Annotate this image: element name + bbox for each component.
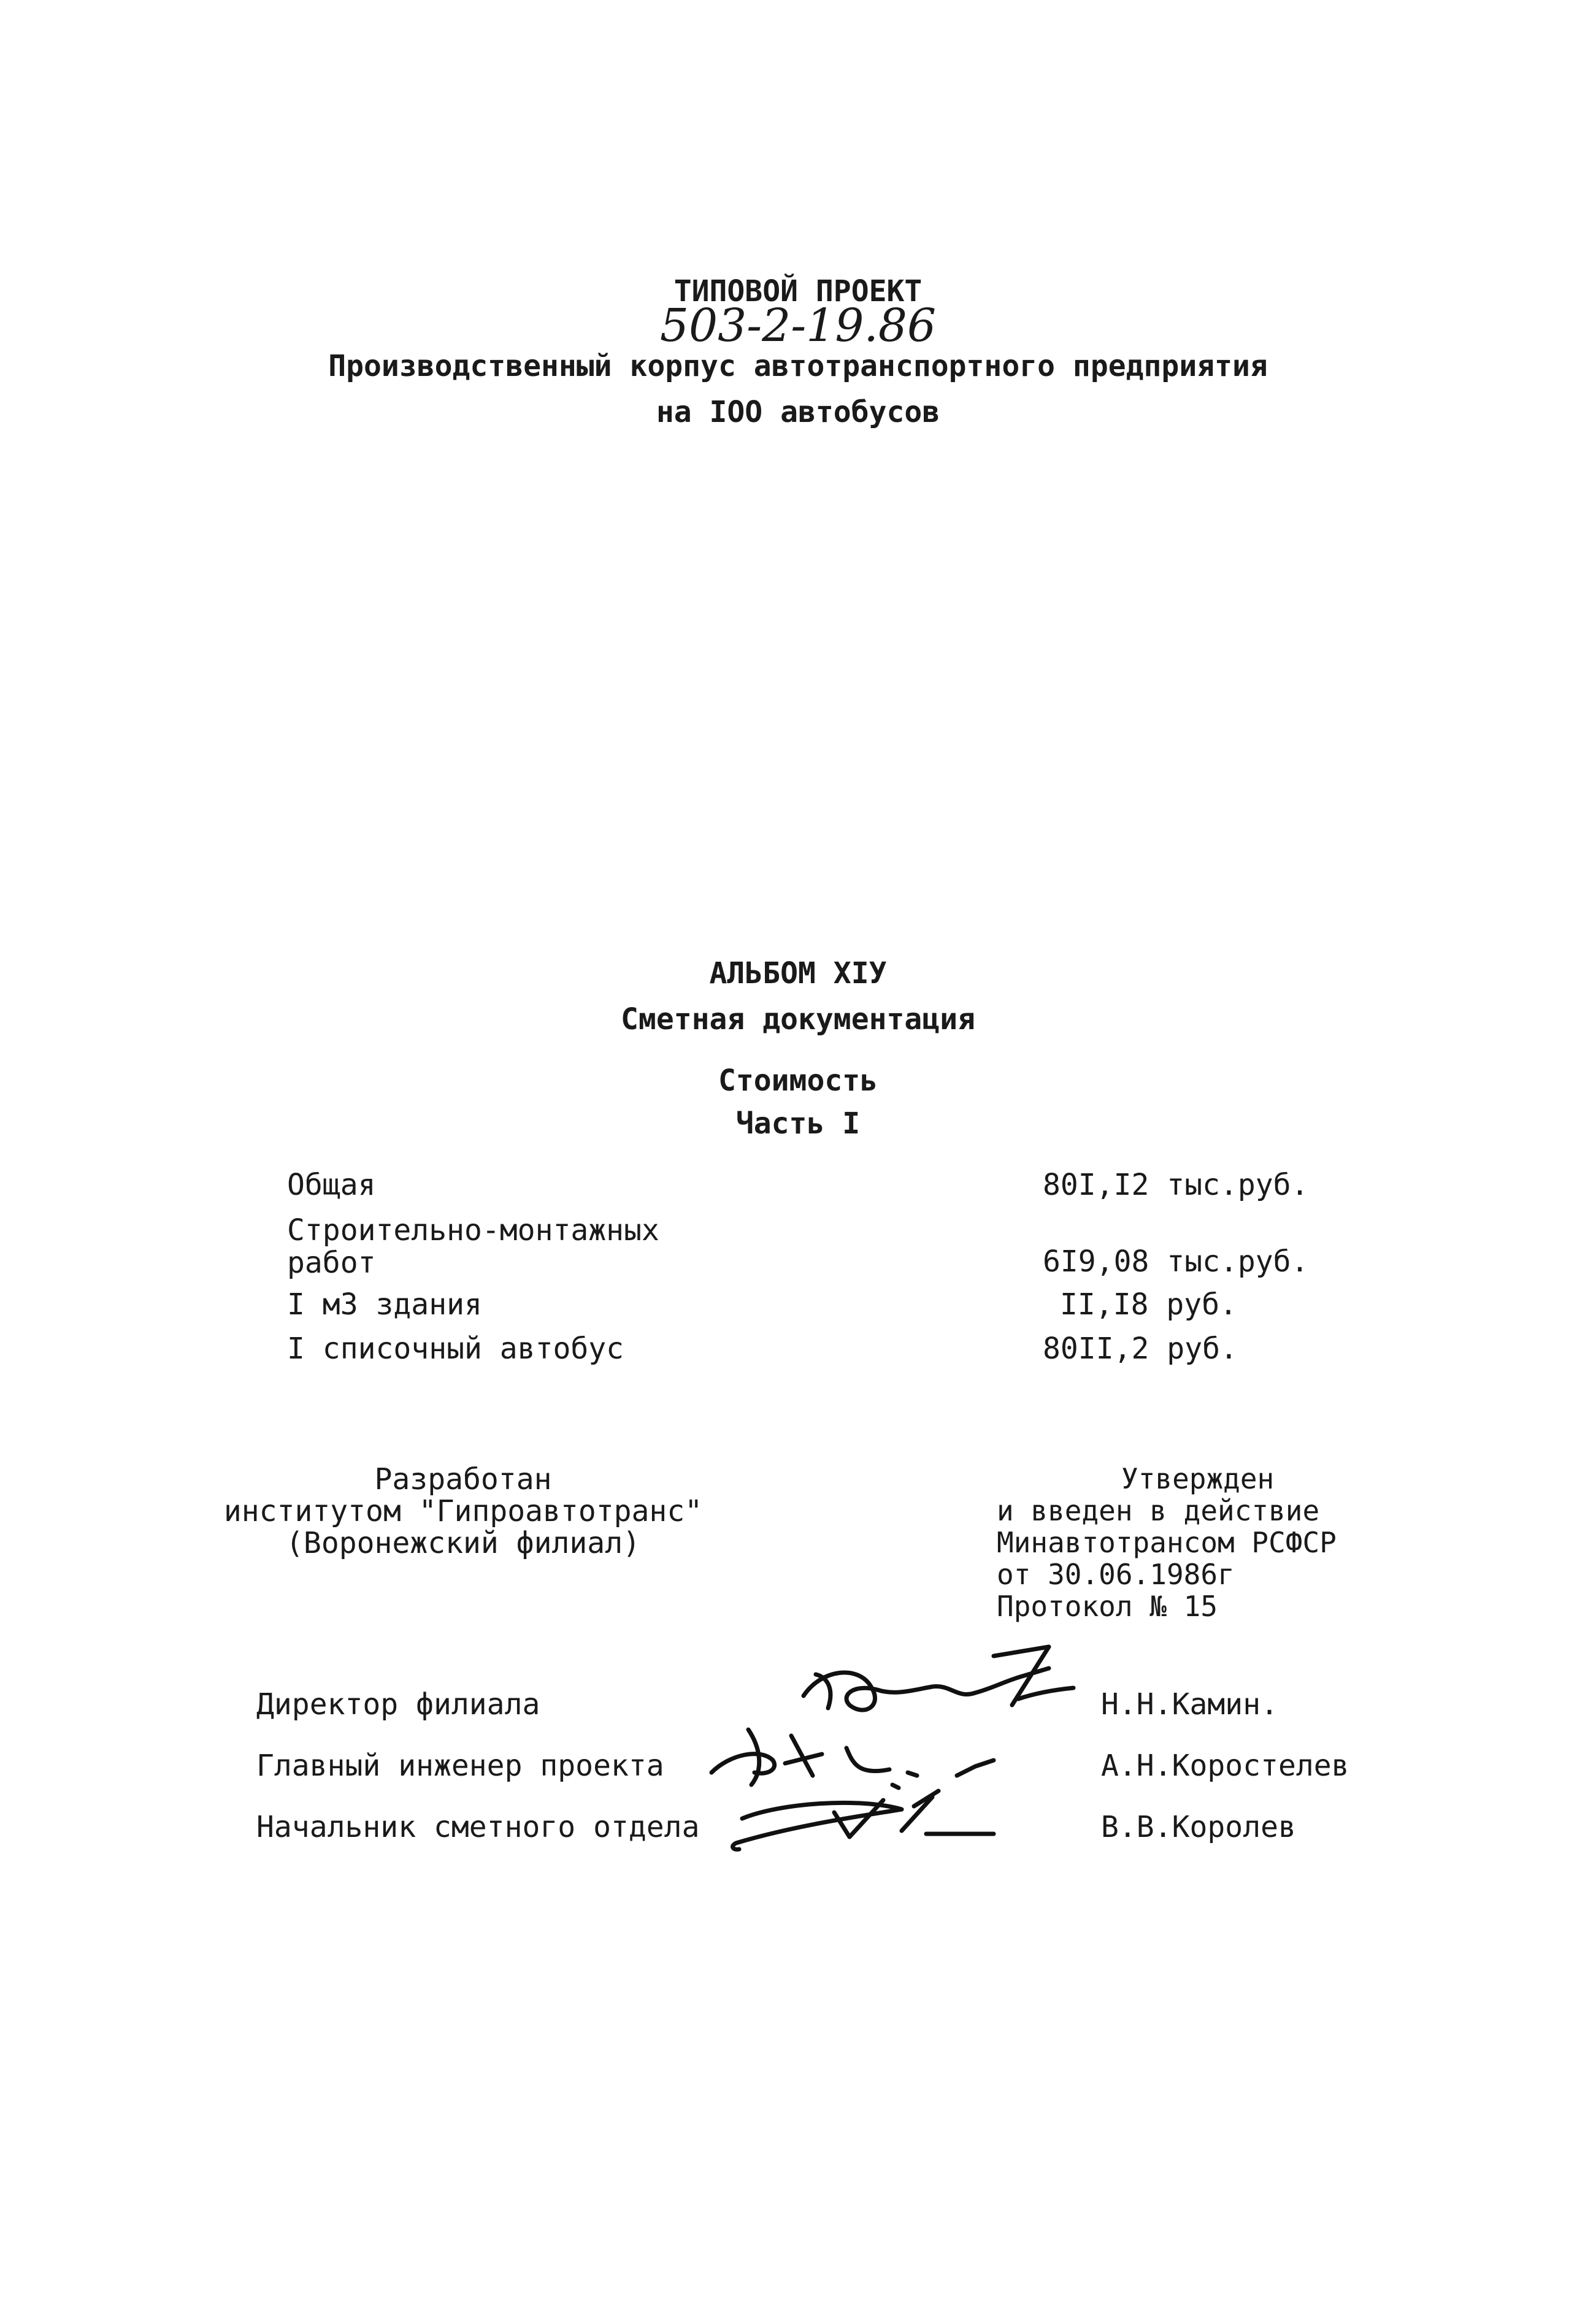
estimate-dept-head-signature	[724, 1776, 1018, 1861]
developed-line3: (Воронежский филиал)	[286, 1526, 640, 1560]
approved-line2: и введен в действие	[997, 1494, 1320, 1527]
cost-value: II,I8 руб.	[1060, 1287, 1237, 1322]
project-title-line1: Производственный корпус автотранспортного предприятия	[328, 349, 1268, 383]
project-title-line2: на IOO автобусов	[656, 395, 940, 429]
project-type: ТИПОВОЙ ПРОЕКТ	[673, 274, 923, 309]
developed-line1: Разработан	[374, 1462, 552, 1497]
cost-label: Строительно-монтажных работ	[287, 1213, 659, 1280]
album-name: Сметная документация	[621, 1002, 975, 1037]
cost-label: I м3 здания	[287, 1287, 482, 1322]
signatory-position: Начальник сметного отдела	[256, 1810, 700, 1844]
approved-line3: Минавтотрансом РСФСР	[997, 1526, 1337, 1559]
approved-line4: от 30.06.1986г	[997, 1558, 1235, 1591]
developed-line2: институтом "Гипроавтотранс"	[223, 1494, 703, 1528]
signatory-name: В.В.Королев	[1101, 1810, 1296, 1844]
cost-label: Общая	[287, 1168, 376, 1202]
signatory-name: А.Н.Коростелев	[1101, 1749, 1349, 1783]
signatory-name: Н.Н.Камин.	[1101, 1687, 1278, 1722]
signatory-position: Директор филиала	[256, 1687, 540, 1722]
cost-value: 80I,I2 тыс.руб.	[1043, 1168, 1309, 1202]
approved-line1: Утвержден	[1121, 1462, 1275, 1495]
part-label: Часть I	[735, 1106, 861, 1141]
cost-label: I списочный автобус	[287, 1332, 624, 1366]
approved-line5: Протокол № 15	[997, 1590, 1218, 1623]
cost-heading: Стоимость	[718, 1064, 878, 1098]
project-number: 503-2-19.86	[659, 299, 937, 352]
cost-value: 80II,2 руб.	[1043, 1332, 1238, 1366]
cost-value: 6I9,08 тыс.руб.	[1043, 1244, 1309, 1279]
signatory-position: Главный инженер проекта	[256, 1749, 664, 1783]
album-number: АЛЬБОМ XIУ	[709, 956, 887, 991]
